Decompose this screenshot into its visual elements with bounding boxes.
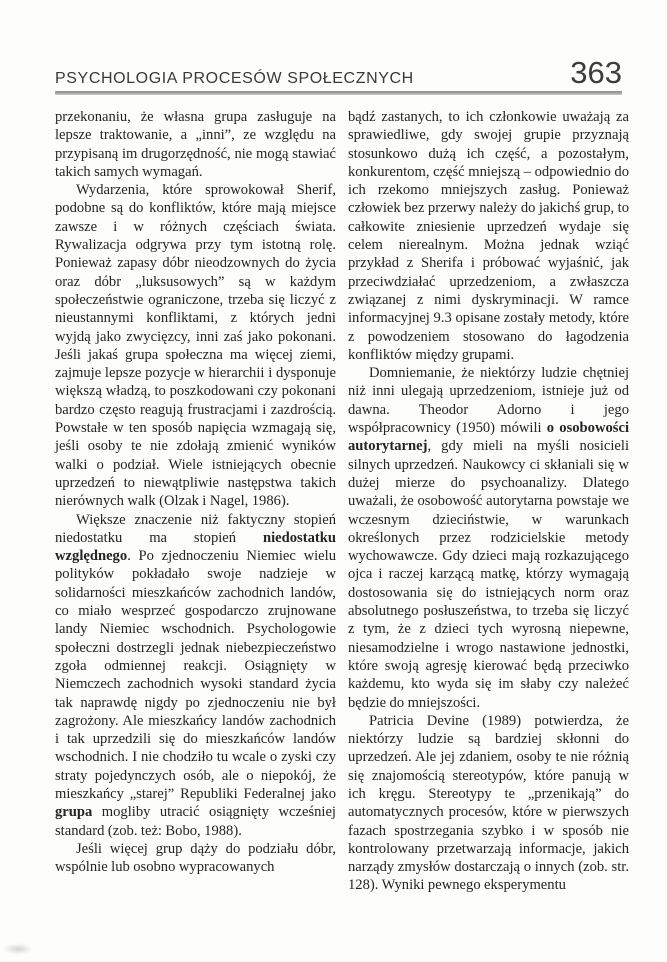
text-run: . Po zjednoczeniu Niemiec wielu polityków pokładało swoje nadzieje w solidarności mieszkańców zachodnich landów, co miało wesprzeć gospodarczo zrujnowane landy Niemiec wschodnich. Psychologowie społeczni dostrzegli jednak niebezpieczeństwo zgoła odmiennej reakcji. Osiągnięty w Niemczech zachodnich wysoki standard życia tak naprawdę nigdy po zjednoczeniu nie był zagrożony. Ale mieszkańcy landów zachodnich i tak uprzedzili się do mieszkańców landów wschodnich. I nie chodziło tu wcale o zyski czy straty pojedynczych osób, ale o niepokój, że mieszkańcy „starej” Republiki Federalnej jako bbox=[55, 548, 336, 802]
text-column-left bbox=[55, 108, 336, 895]
paragraph bbox=[348, 108, 629, 364]
paragraph bbox=[55, 181, 336, 510]
bold-text-run: grupa bbox=[55, 804, 93, 821]
scan-smudge bbox=[4, 944, 32, 954]
paragraph bbox=[348, 712, 629, 895]
text-run: przekonaniu, że własna grupa zasługuje na lepsze traktowanie, a „inni”, ze względu na przypisaną im drugorzędność, nie mogą stawiać takich samych wymagań. bbox=[55, 109, 336, 180]
bold-text-run: o osobowości autorytarnej bbox=[348, 420, 630, 455]
text-run: mogliby utracić osiągnięty wcześniej standard (zob. też: Bobo, 1988). bbox=[55, 804, 336, 839]
text-run: Większe znaczenie niż faktyczny stopień niedostatku ma stopień bbox=[55, 511, 336, 546]
page-number: 363 bbox=[570, 55, 622, 90]
page-header bbox=[55, 57, 622, 88]
text-run: bądź zastanych, to ich członkowie uważają za sprawiedliwe, gdy swojej grupie przyznają stosunkowo dużą ich część, a pozostałym, konkurentom, część mniejszą – odpowiednio do ich rzekomo mniejszych zasług. Ponieważ człowiek bez przerwy należy do jakichś grup, to całkowite zniesienie uprzedzeń wydaje się celem nierealnym. Można jednak wziąć przykład z Sherifa i próbować wyjaśnić, jak przeciwdziałać uprzedzeniom, a zwłaszcza związanej z nimi dyskryminacji. W ramce informacyjnej 9.3 opisane zostały metody, które z powodzeniem stosowano do łagodzenia konfliktów między grupami. bbox=[348, 109, 629, 363]
text-column-right bbox=[348, 108, 629, 895]
text-run: , gdy mieli na myśli nosicieli silnych uprzedzeń. Naukowcy ci skłaniali się w dużej mierze do psychoanalizy. Dlatego uważali, że osobowość autorytarna powstaje we wczesnym dzieciństwie, w warunkach określonych przez rodzicielskie metody wychowawcze. Gdy dzieci mają rozkazującego ojca i raczej karzącą matkę, którzy wymagają dostosowania się do istniejących norm oraz absolutnego posłuszeństwa, to trzeba się liczyć z tym, że z dzieci tych wyrosną niepewne, niesamodzielne i wrogo nastawione jednostki, które swoją agresję kierować będą przeciwko każdemu, kto wyda się im słaby czy należeć będzie do mniejszości. bbox=[348, 438, 629, 711]
paragraph bbox=[348, 364, 629, 712]
paragraph bbox=[55, 108, 336, 181]
text-run: Wydarzenia, które sprowokował Sherif, podobne są do konfliktów, które mają miejsce zawsze i w różnych częściach świata. Rywalizacja odgrywa przy tym istotną rolę. Ponieważ zapasy dóbr nieodzownych do życia oraz dóbr „luksusowych” są w każdym społeczeństwie ograniczone, trzeba się liczyć z nieustannymi konfliktami, z których jedni wyjdą jako zwycięzcy, inni zaś jako pokonani. Jeśli jakaś grupa społeczna ma więcej ziemi, zajmuje lepsze pozycje w hierarchii i dysponuje większą władzą, to poszkodowani czy pokonani bardzo często reagują frustracjami i zazdrością. Powstałe w ten sposób napięcia wzmagają się, jeśli osoby te nie zdołają zmienić wyników walki o podział. Wiele istniejących obecnie uprzedzeń to niewątpliwie następstwa takich nierównych walk (Olzak i Nagel, 1986). bbox=[55, 182, 336, 510]
paragraph bbox=[55, 511, 336, 840]
text-run: Domniemanie, że niektórzy ludzie chętniej niż inni ulegają uprzedzeniom, istnieje już od dawna. Theodor Adorno i jego współpracownicy (1950) mówili bbox=[348, 365, 629, 437]
header-rule bbox=[55, 91, 622, 95]
text-run: Patricia Devine (1989) potwierdza, że niektórzy ludzie są bardziej skłonni do uprzedzeń. Ale jej zdaniem, osoby te nie różnią się znajomością stereotypów, które panują w ich kręgu. Stereotypy te „przenikają” do automatycznych procesów, które w pierwszych fazach spostrzegania szybko i w sposób nie kontrolowany przetwarzają informacje, jakich narządy zmysłów dostarczają o innych (zob. str. 128). Wyniki pewnego eksperymentu bbox=[348, 712, 629, 894]
two-column-text-block bbox=[55, 108, 630, 895]
running-head-title: PSYCHOLOGIA PROCESÓW SPOŁECZNYCH bbox=[55, 70, 414, 87]
bold-text-run: niedostatku względnego bbox=[55, 529, 336, 565]
paragraph bbox=[55, 840, 336, 877]
text-run: Jeśli więcej grup dąży do podziału dóbr, wspólnie lub osobno wypracowanych bbox=[55, 840, 336, 876]
